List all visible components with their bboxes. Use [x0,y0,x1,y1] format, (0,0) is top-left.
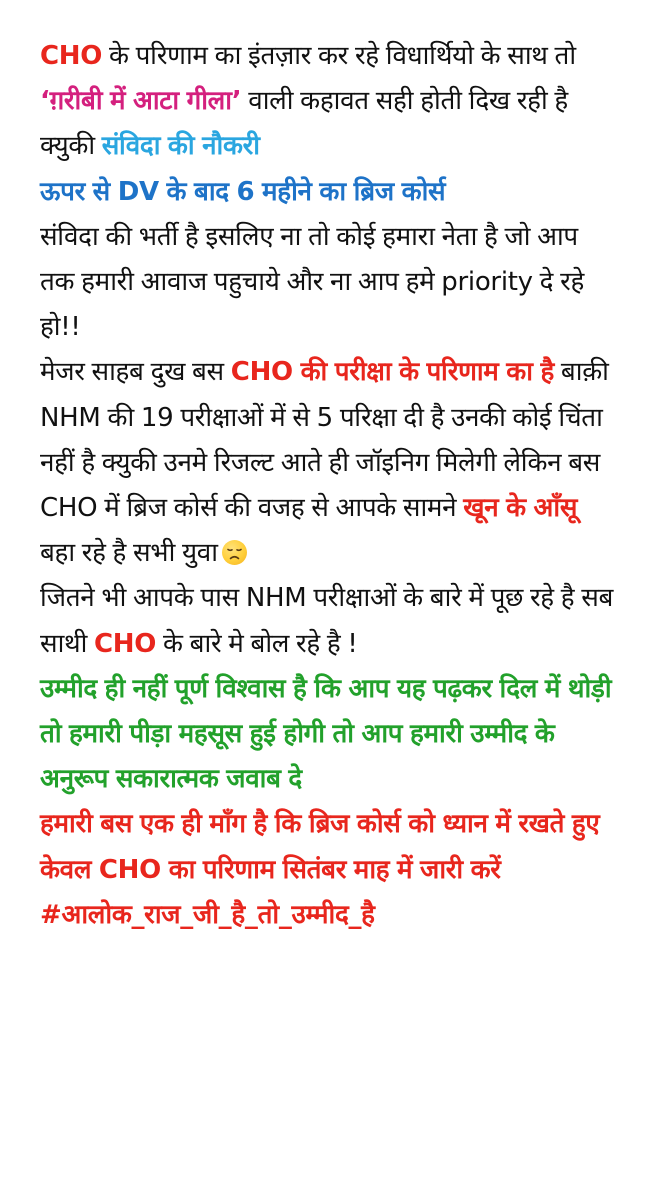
contract-job-highlight: संविदा की नौकरी [101,131,260,162]
cho-result-highlight: CHO की परीक्षा के परिणाम का है [230,357,554,388]
major-text-2: बाक़ी NHM की 19 परीक्षाओं में से 5 परिक्षा दी है उनकी कोई चिंता नहीं है क्युकी उनमे रिजल्ट आते ही जॉइनिग मिलेगी लेकिन बस CHO में ब्रिज कोर्स की वजह से आपके सामने [40,357,609,524]
cho-highlight-2: CHO [94,628,157,659]
major-text-3: बहा रहे है सभी युवा [40,538,218,569]
paragraph-nhm [40,576,615,666]
major-text: मेजर साहब दुख बस [40,357,231,388]
tears-highlight: खून के आँसू [463,493,578,524]
paragraph-hope: उम्मीद ही नहीं पूर्ण विश्वास है कि आप यह पढ़कर दिल में थोड़ी तो हमारी पीड़ा महसूस हुई होगी तो आप हमारी उम्मीद के अनुरूप सकारात्मक जवाब दे [40,673,612,795]
nhm-text-2: के बारे मे बोल रहे है ! [156,628,358,659]
intro-text: के परिणाम का इंतज़ार कर रहे विधार्थियो के साथ तो [102,41,576,71]
paragraph-intro [40,34,615,350]
paragraph-demand: हमारी बस एक ही माँग है कि ब्रिज कोर्स को ध्यान में रखते हुए केवल CHO का परिणाम सितंबर माह में जारी करें [40,809,600,885]
proverb-highlight: ‘ग़रीबी में आटा गीला’ [40,86,242,117]
paragraph-major [40,350,615,576]
intro-text-2: वाली कहावत सही होती दिख रही है क्युकी [40,86,568,162]
hashtag-link[interactable]: #आलोक_राज_जी_है_तो_उम्मीद_है [40,899,375,930]
cho-highlight: CHO [40,41,103,71]
intro-text-3: संविदा की भर्ती है इसलिए ना तो कोई हमारा नेता है जो आप तक हमारी आवाज पहुचाये और ना आप हमे priority दे रहे हो!! [40,221,584,343]
nhm-text: जितने भी आपके पास NHM परीक्षाओं के बारे में पूछ रहे है सब साथी [40,583,614,659]
disappointed-face-icon [222,540,247,565]
bridge-course-highlight: ऊपर से DV के बाद 6 महीने का ब्रिज कोर्स [40,176,446,207]
